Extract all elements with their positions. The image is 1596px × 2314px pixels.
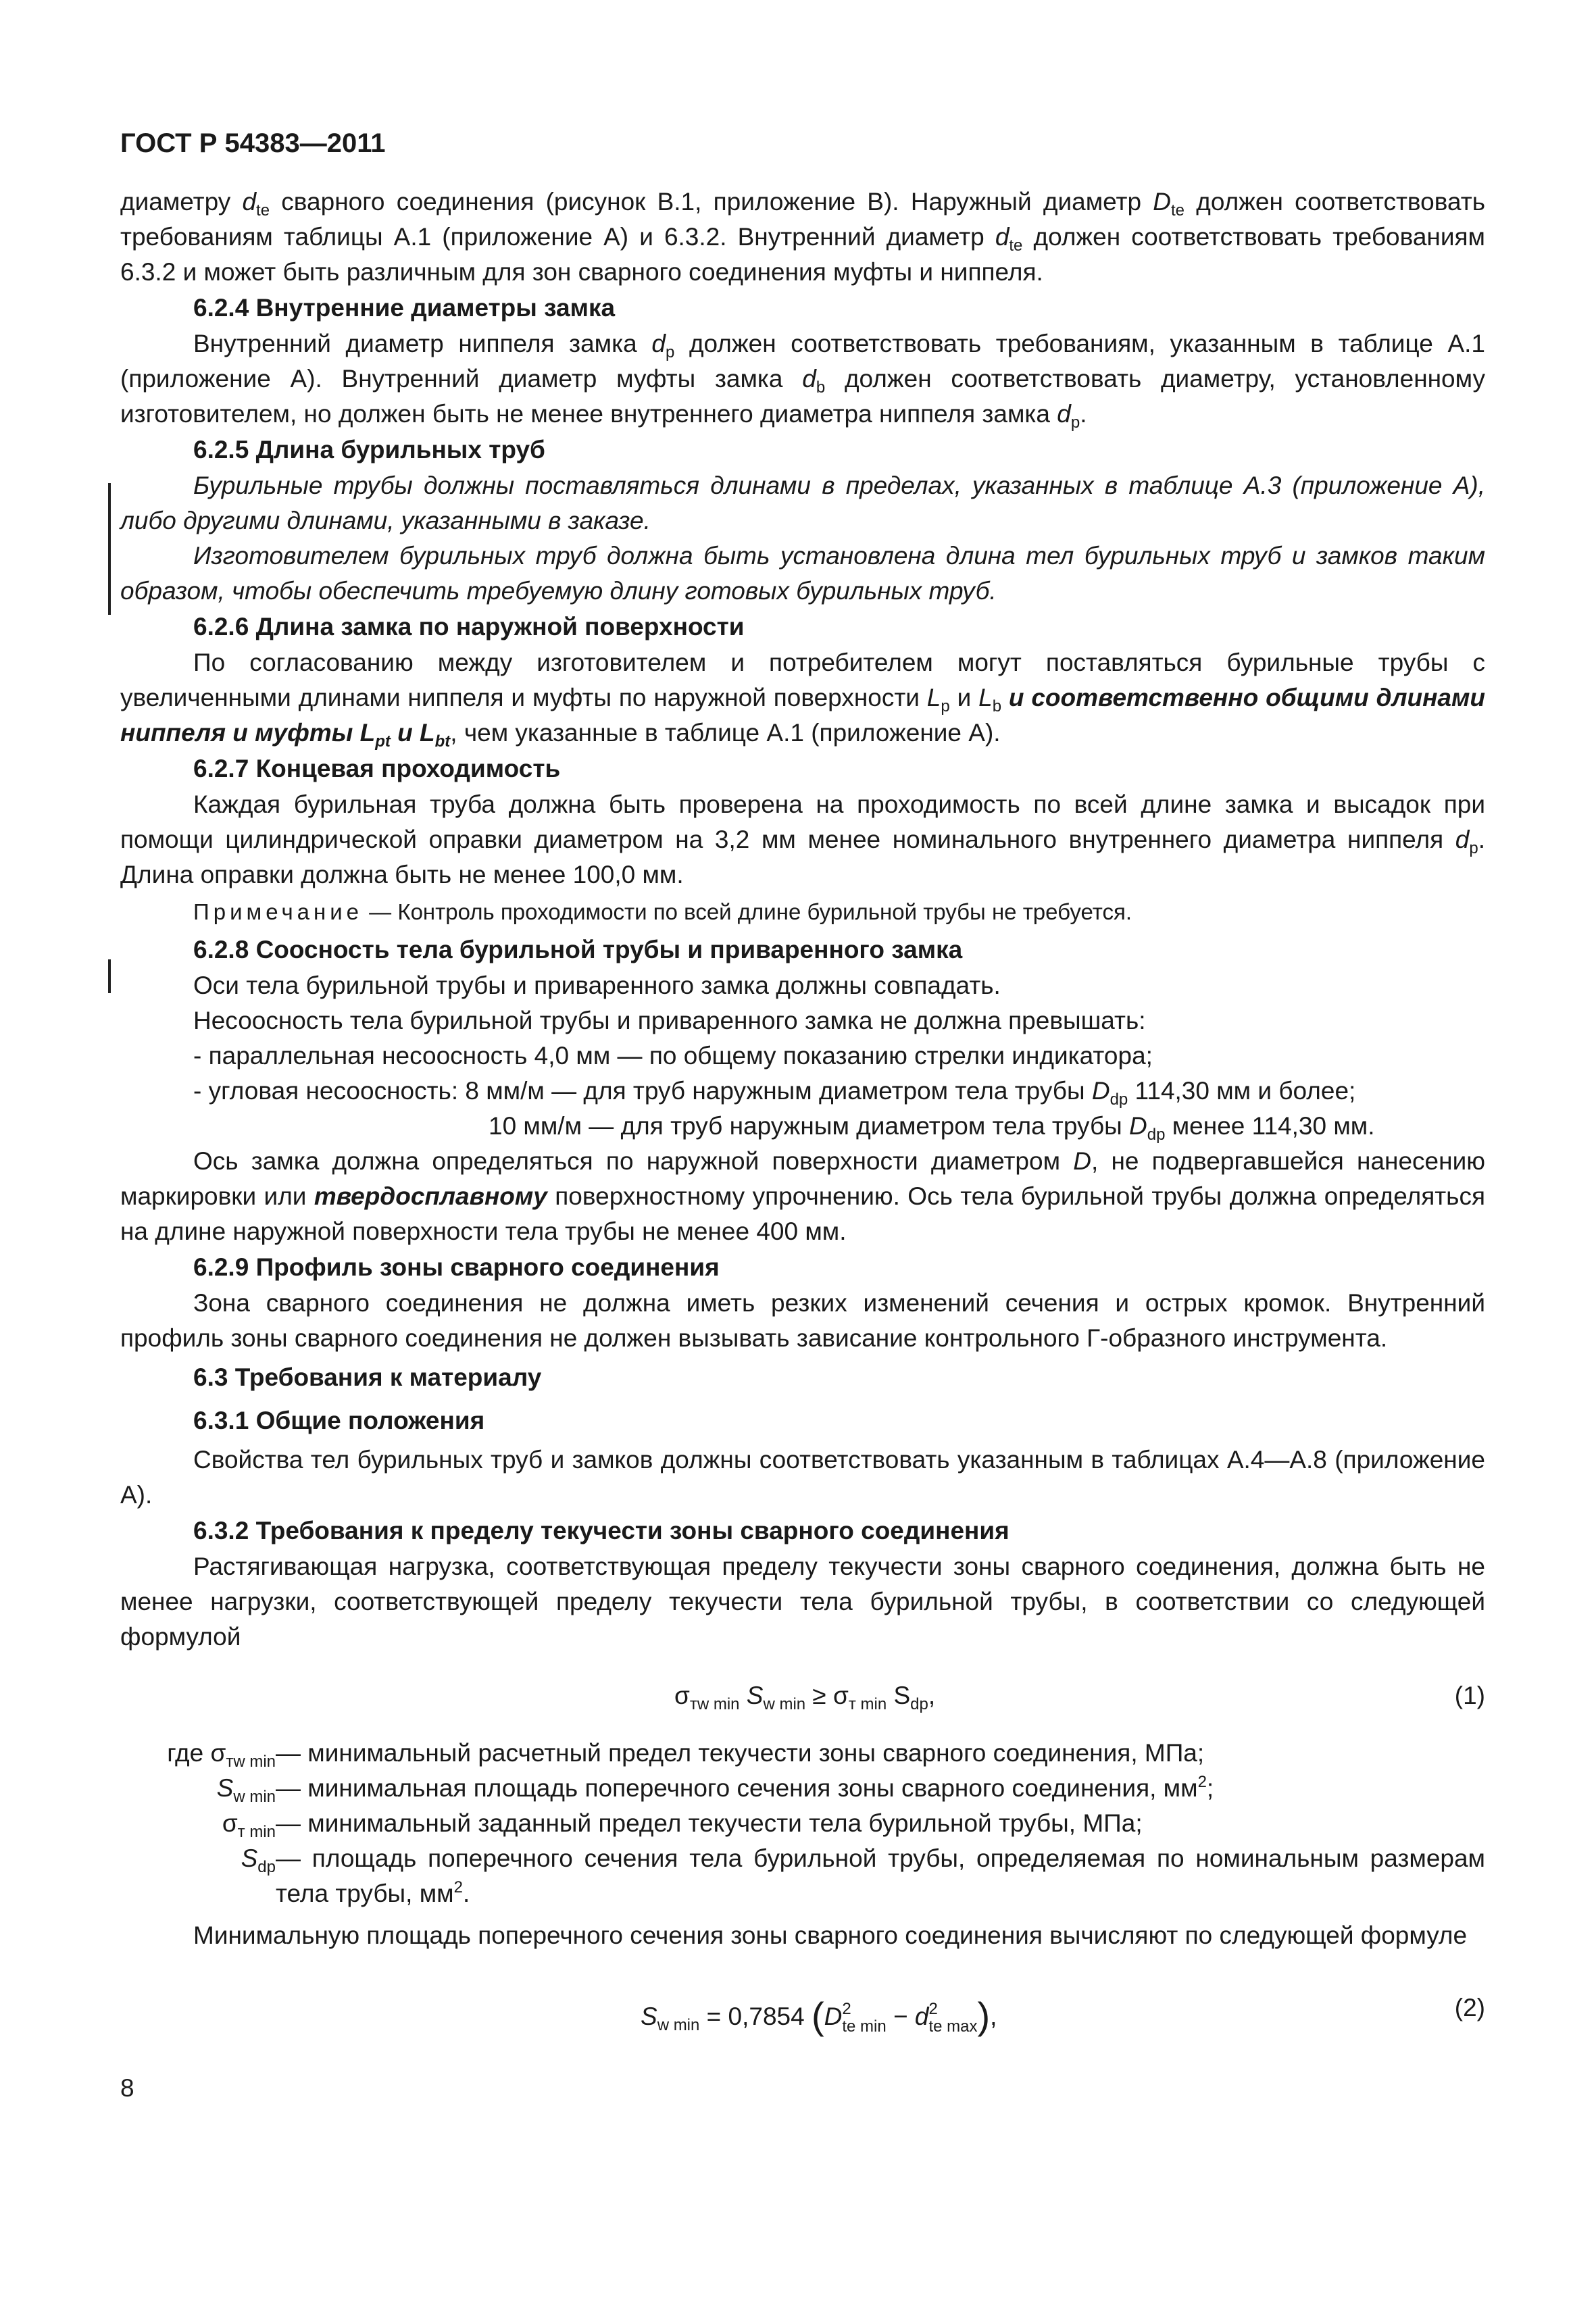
formula-1-expression: $\sigma_{тw min}$ $S_{w min} \ge \sigma_{т min}$ $S_{dp}$, — [674, 1682, 936, 1713]
paragraph-6-2-8-c: - параллельная несоосность 4,0 мм — по общему показанию стрелки индикатора; — [193, 1042, 1153, 1070]
paragraph-6-3-1: Свойства тел бурильных труб и замков должны соответствовать указанным в таблицах А.4—А.8 (приложение А). — [120, 1446, 1485, 1509]
paragraph-6-2-4: Внутренний диаметр ниппеля замка $d_p$ должен соответствовать требованиям, указанным в таблице А.1 (приложение А). Внутренний диаметр муфты замка $d_b$ должен соответствовать диаметру, установленному изготовителем, но должен быть не менее внутреннего диаметра ниппеля замка $d_p$. — [120, 330, 1486, 432]
change-bar-1 — [108, 483, 111, 615]
heading-6-2-4: 6.2.4 Внутренние диаметры замка — [193, 294, 616, 322]
paragraph-6-2-5-b: Изготовителем бурильных труб должна быть установлена длина тел бурильных труб и замков таким образом, чтобы обеспечить требуемую длину готовых бурильных труб. — [120, 542, 1485, 605]
paragraph-6-2-8-e: 10 мм/м — для труб наружным диаметром тела трубы $D_{dp}$ менее 114,30 мм. — [489, 1112, 1375, 1144]
document-header: ГОСТ Р 54383—2011 — [120, 128, 386, 158]
heading-6-2-9: 6.2.9 Профиль зоны сварного соединения — [193, 1253, 720, 1281]
formula-1-number: (1) — [1454, 1682, 1485, 1709]
heading-6-2-7: 6.2.7 Концевая проходимость — [193, 755, 561, 782]
paragraph-6-2-9: Зона сварного соединения не должна иметь резких изменений сечения и острых кромок. Внутренний профиль зоны сварного соединения не должен вызывать зависание контрольного Г-образного инструмента. — [120, 1289, 1485, 1352]
heading-6-2-6: 6.2.6 Длина замка по наружной поверхности — [193, 613, 745, 640]
paragraph-6-2-8-a: Оси тела бурильной трубы и приваренного замка должны совпадать. — [193, 972, 1001, 999]
formula-2-number: (2) — [1454, 1994, 1485, 2021]
paragraph-6-3-2: Растягивающая нагрузка, соответствующая пределу текучести зоны сварного соединения, должна быть не менее нагрузки, соответствующей пределу текучести тела бурильной трубы, в соответствии со следующей формулой — [120, 1553, 1485, 1651]
where-item-4: $S_{dp}$ — площадь поперечного сечения тела бурильной трубы, определяемая по номинальным размерам тела трубы, $мм^2$. — [241, 1844, 1485, 1907]
paragraph-6-2-5-a: Бурильные трубы должны поставляться длинами в пределах, указанных в таблице А.3 (приложение А), либо другими длинами, указанными в заказе. — [120, 472, 1485, 534]
heading-6-3-1: 6.3.1 Общие положения — [193, 1407, 485, 1434]
heading-6-3: 6.3 Требования к материалу — [193, 1363, 542, 1391]
paragraph-weld-diameter: диаметру $d_{te}$ сварного соединения (рисунок В.1, приложение В). Наружный диаметр $D_{te}$ должен соответствовать требованиям таблицы А.1 (приложение А) и 6.3.2. Внутренний диаметр $d_{te}$ должен соответствовать требованиям 6.3.2 и может быть различным для зон сварного соединения муфты и ниппеля. — [120, 188, 1485, 286]
formula-1 — [120, 1655, 1485, 1736]
heading-6-3-2: 6.3.2 Требования к пределу текучести зоны сварного соединения — [193, 1517, 1009, 1544]
note-6-2-7: Примечание — Контроль проходимости по всей длине бурильной трубы не требуется. — [193, 899, 1132, 924]
heading-6-2-8: 6.2.8 Соосность тела бурильной трубы и приваренного замка — [193, 936, 963, 963]
change-bar-2 — [108, 959, 111, 993]
heading-6-2-5: 6.2.5 Длина бурильных труб — [193, 436, 545, 463]
paragraph-6-2-7: Каждая бурильная труба должна быть проверена на проходимость по всей длине замка и высадок при помощи цилиндрической оправки диаметром на 3,2 мм менее номинального внутреннего диаметра ниппеля $d_p$. Длина оправки должна быть не менее 100,0 мм. — [120, 790, 1485, 888]
where-item-3: $\sigma_{т min}$ — минимальный заданный предел текучести тела бурильной трубы, МПа; — [222, 1809, 1143, 1841]
paragraph-min-area: Минимальную площадь поперечного сечения зоны сварного соединения вычисляют по следующей формуле — [193, 1921, 1468, 1949]
paragraph-6-2-8-d: - угловая несоосность: 8 мм/м — для труб наружным диаметром тела трубы $D_{dp}$ 114,30 мм и более; — [193, 1077, 1356, 1109]
paragraph-6-2-8-b: Несоосность тела бурильной трубы и приваренного замка не должна превышать: — [193, 1007, 1146, 1034]
where-item-1: где $\sigma_{тw min}$ — минимальный расчетный предел текучести зоны сварного соединения, МПа; — [167, 1739, 1205, 1771]
paragraph-6-2-6: По согласованию между изготовителем и потребителем могут поставляться бурильные трубы с увеличенными длинами ниппеля и муфты по наружной поверхности $L_p$ и $L_b$ и соответственно общими длинами ниппеля и муфты $L_{pt}$ и $L_{bt}$, чем указанные в таблице А.1 (приложение А). — [120, 649, 1485, 751]
where-item-2: $S_{w min}$ — минимальная площадь поперечного сечения зоны сварного соединения, $мм^2$; — [216, 1773, 1214, 1806]
paragraph-6-2-8-f: Ось замка должна определяться по наружной поверхности диаметром D, не подвергавшейся нанесению маркировки или твердосплавному поверхностному упрочнению. Ось тела бурильной трубы должна определяться на длине наружной поверхности тела трубы не менее 400 мм. — [120, 1147, 1485, 1245]
document-page — [120, 108, 1485, 2041]
formula-2-expression: $S_{w min} = 0,7854$ (D 2 te min − d 2 te max ), — [641, 1994, 997, 2037]
formula-2 — [120, 1953, 1485, 2041]
page-number: 8 — [120, 2074, 134, 2102]
